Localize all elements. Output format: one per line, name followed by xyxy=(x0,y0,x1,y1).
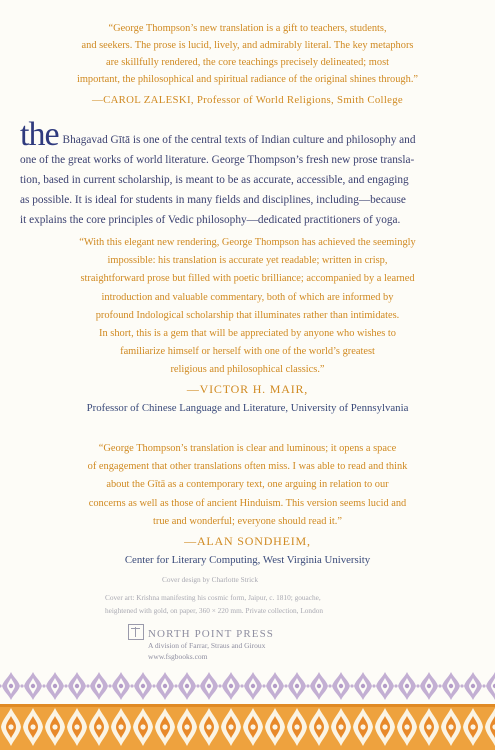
quote-line: are skillfully rendered, the core teachings precisely delineated; most xyxy=(105,57,390,68)
quote-sondheim xyxy=(0,440,495,531)
quote-line: “With this elegant new rendering, George Thompson has achieved the seemingly xyxy=(79,237,416,248)
cover-art-line: Cover art: Krishna manifesting his cosmic form, Jaipur, c. 1810; gouache, xyxy=(105,593,321,602)
attribution-zaleski: —CAROL ZALESKI, Professor of World Religions, Smith College xyxy=(91,94,404,106)
publisher-name: NORTH POINT PRESS xyxy=(148,628,275,640)
cover-art-credit xyxy=(105,592,485,617)
attribution-mair-name: —VICTOR H. MAIR, xyxy=(186,382,309,396)
quote-line: profound Indological scholarship that illuminates rather than intimidates. xyxy=(95,309,400,321)
quote-zaleski xyxy=(0,20,495,88)
quote-line: introduction and valuable commentary, both of which are informed by xyxy=(101,291,394,303)
description-line: one of the great works of world literature. George Thompson’s fresh new prose transla- xyxy=(20,154,415,166)
quote-line: familiarize himself or herself with one of the world’s greatest xyxy=(120,346,375,358)
quote-line: important, the philosophical and spiritual radiance of the original shines through.” xyxy=(76,74,419,85)
quote-line: about the Gītā as a contemporary text, one arguing in relation to our xyxy=(106,479,389,491)
quote-line: religious and philosophical classics.” xyxy=(170,364,325,376)
north-point-press-logo-icon xyxy=(128,624,144,640)
attribution-sondheim-name: —ALAN SONDHEIM, xyxy=(184,534,311,548)
publisher-division: A division of Farrar, Straus and Giroux xyxy=(148,641,266,650)
quote-mair xyxy=(0,234,495,380)
description-line: as possible. It is ideal for students in many fields and disciplines, including—because xyxy=(20,194,406,206)
quote-line: impossible: his translation is accurate yet readable; written in crisp, xyxy=(107,255,388,267)
attribution-mair-role: Professor of Chinese Language and Literature, University of Pennsylvania xyxy=(86,402,409,414)
description-line: tion, based in current scholarship, is meant to be as accurate, accessible, and engaging xyxy=(20,174,409,186)
quote-line: true and wonderful; everyone should read it.” xyxy=(153,515,342,527)
orange-decorative-border xyxy=(0,704,495,750)
description-line: it explains the core principles of Vedic philosophy—dedicated practitioners of yoga. xyxy=(20,214,401,226)
quote-line: In short, this is a gem that will be appreciated by anyone who wishes to xyxy=(99,328,396,340)
cover-design-credit: Cover design by Charlotte Strick xyxy=(161,575,259,584)
cover-art-line: heightened with gold, on paper, 360 × 220 mm. Private collection, London xyxy=(105,605,324,615)
publisher-block xyxy=(128,624,274,662)
quote-line: and seekers. The prose is lucid, lively, and admirably literal. The key metaphors xyxy=(81,40,414,51)
quote-line: “George Thompson’s translation is clear and luminous; it opens a space xyxy=(98,443,397,454)
description-line: the Bhagavad Gītā is one of the central texts of Indian culture and philosophy and xyxy=(20,116,416,153)
purple-decorative-border xyxy=(0,670,495,702)
quote-line: “George Thompson’s new translation is a gift to teachers, students, xyxy=(108,23,387,34)
book-description xyxy=(20,116,480,230)
quote-line: straightforward prose but filled with poetic brilliance; accompanied by a learned xyxy=(80,273,415,285)
dropword: the xyxy=(20,116,59,153)
attribution-sondheim-role: Center for Literary Computing, West Virginia University xyxy=(124,554,371,566)
publisher-url: www.fsgbooks.com xyxy=(148,652,208,661)
quote-line: of engagement that other translations often miss. I was able to read and think xyxy=(87,461,408,473)
quote-line: concerns as well as those of ancient Hinduism. This version seems lucid and xyxy=(88,497,407,509)
